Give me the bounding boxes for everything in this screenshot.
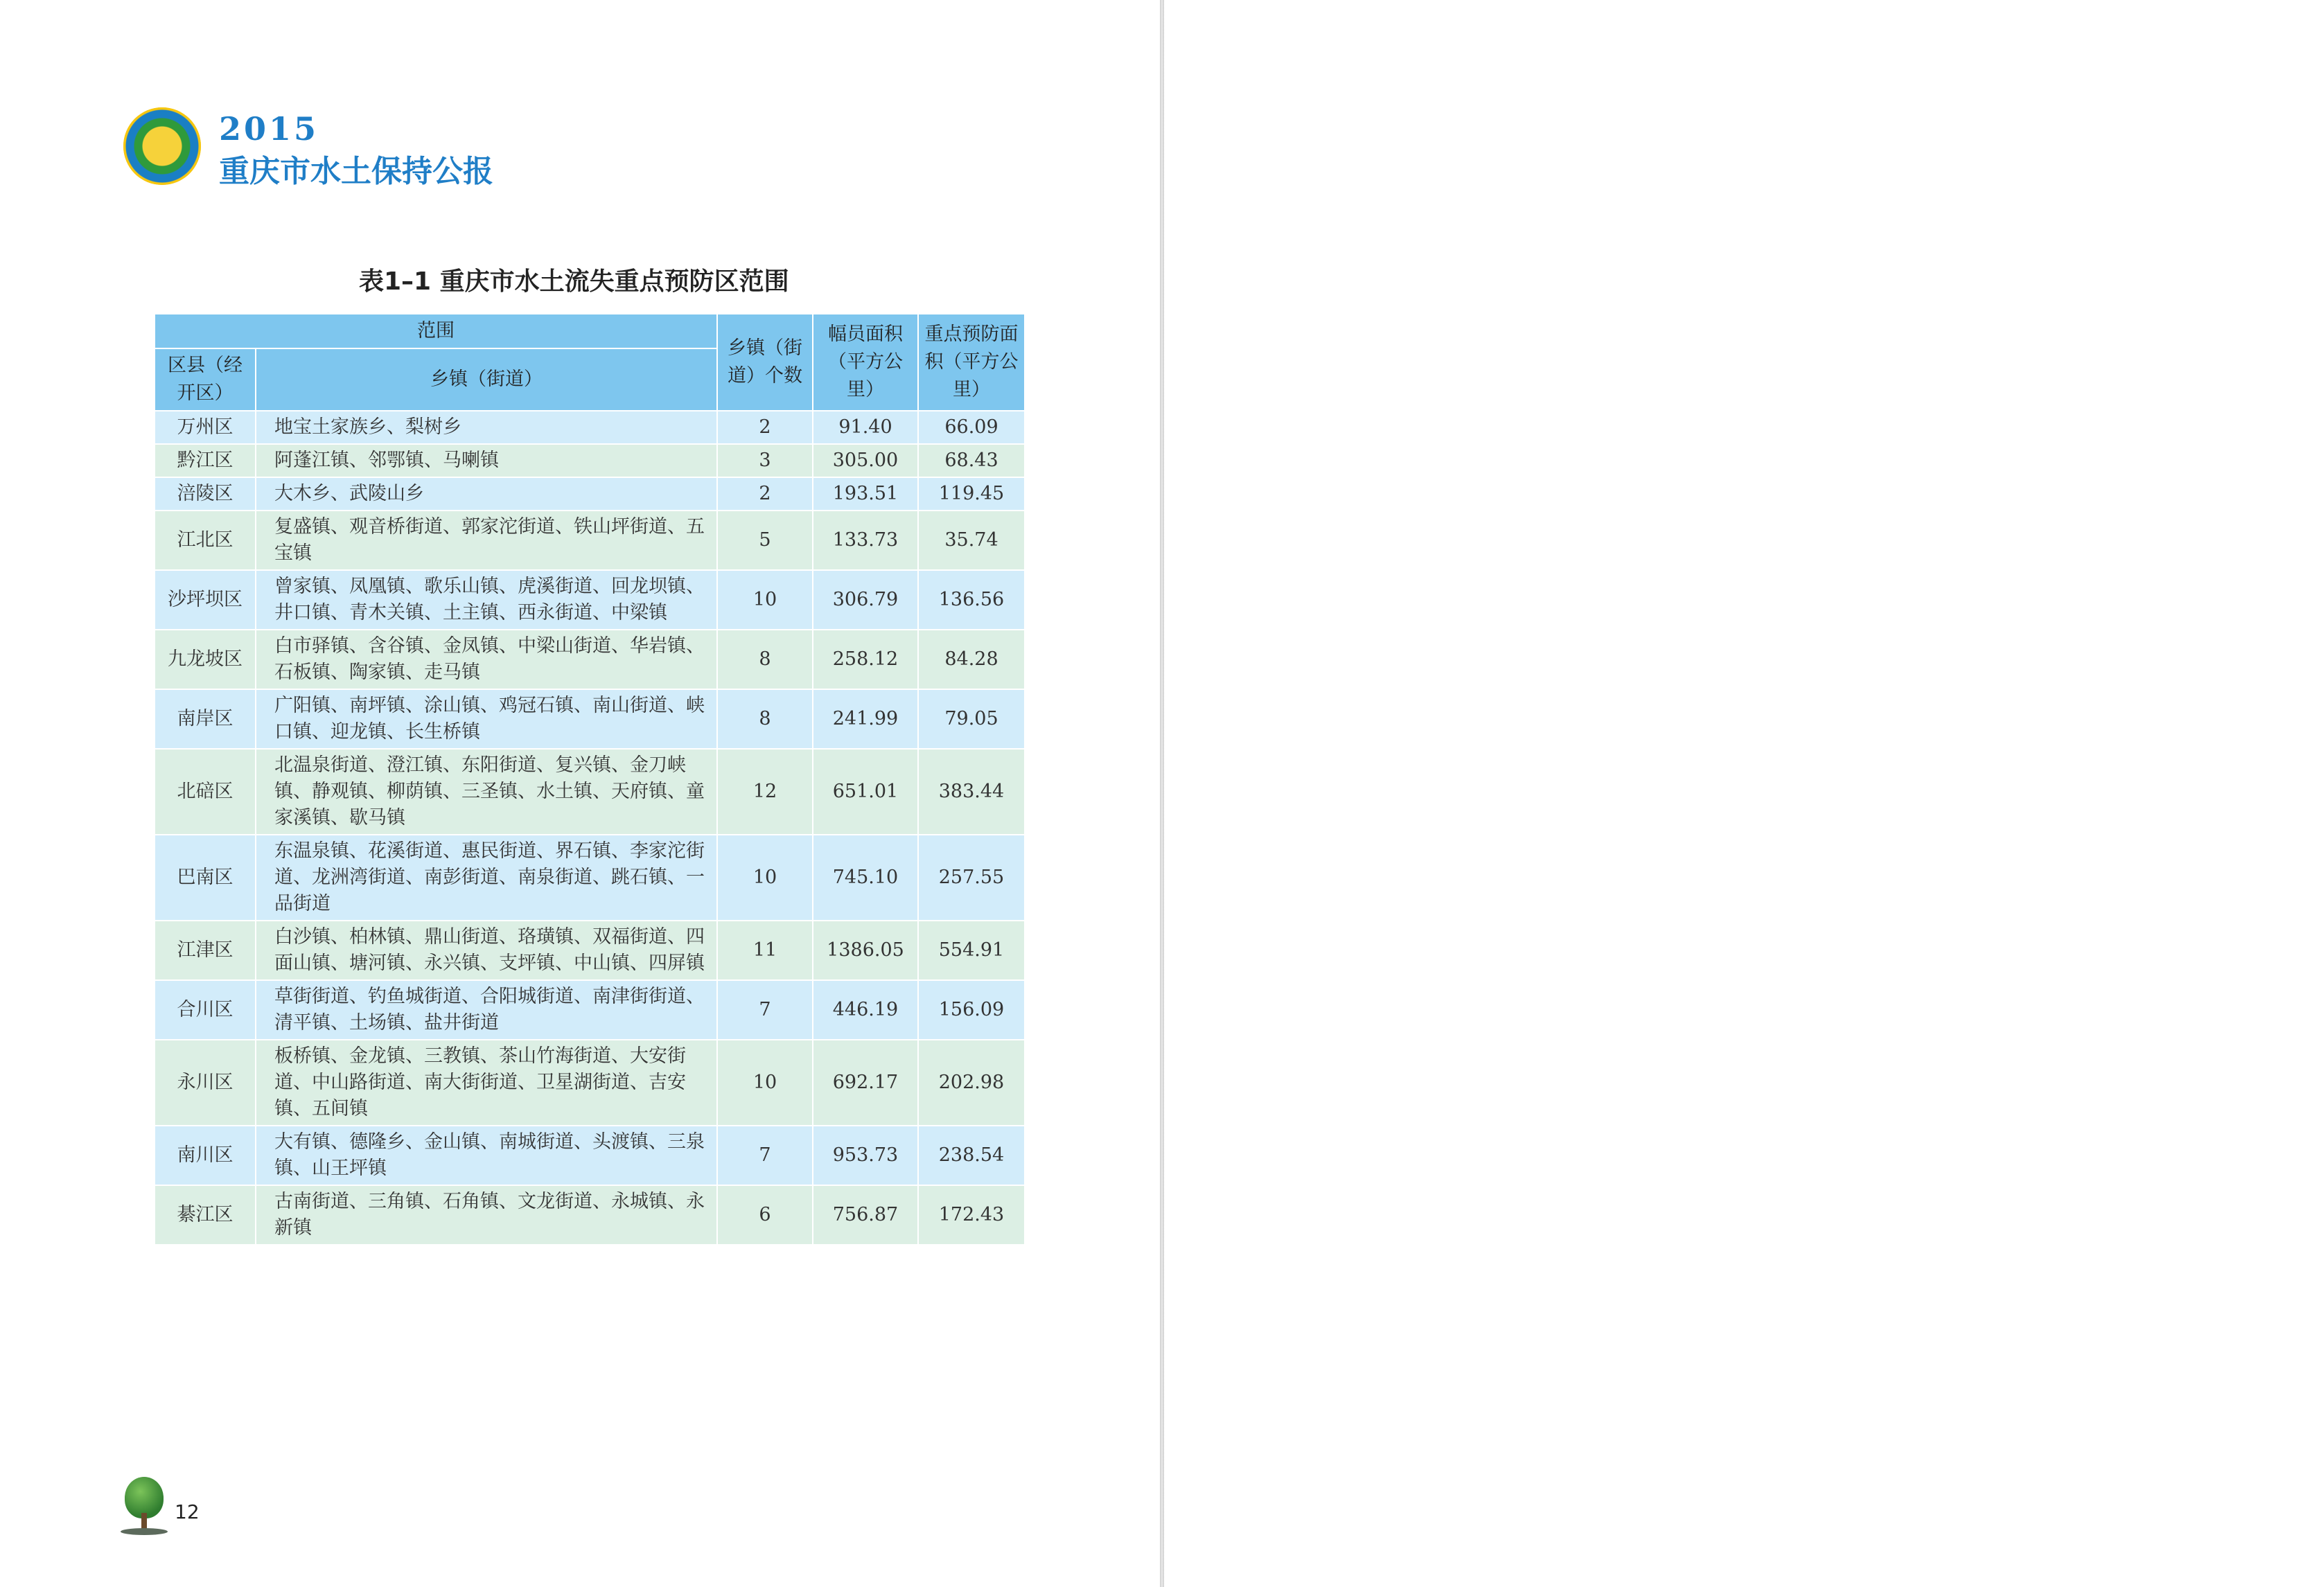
district-cell: 黔江区 — [155, 444, 256, 477]
area-cell: 133.73 — [813, 511, 918, 570]
header-towns: 乡镇（街道） — [256, 348, 717, 411]
district-cell: 綦江区 — [155, 1185, 256, 1245]
district-cell: 江津区 — [155, 921, 256, 980]
towns-cell: 大木乡、武陵山乡 — [256, 477, 717, 511]
count-cell: 3 — [717, 444, 813, 477]
count-cell: 5 — [717, 511, 813, 570]
prevention-cell: 68.43 — [918, 444, 1025, 477]
count-cell: 10 — [717, 570, 813, 630]
district-cell: 江北区 — [155, 511, 256, 570]
towns-cell: 白沙镇、柏林镇、鼎山街道、珞璜镇、双福街道、四面山镇、塘河镇、永兴镇、支坪镇、中山镇、四屏镇 — [256, 921, 717, 980]
district-cell: 合川区 — [155, 980, 256, 1040]
area-cell: 306.79 — [813, 570, 918, 630]
table-row — [155, 1040, 1025, 1126]
area-cell: 651.01 — [813, 749, 918, 835]
district-cell: 南岸区 — [155, 689, 256, 749]
area-cell: 745.10 — [813, 835, 918, 921]
table-row — [155, 511, 1025, 570]
table-row — [155, 444, 1025, 477]
prevention-cell: 66.09 — [918, 411, 1025, 444]
table-row — [155, 689, 1025, 749]
district-cell: 九龙坡区 — [155, 630, 256, 689]
count-cell: 11 — [717, 921, 813, 980]
table-row — [155, 1185, 1025, 1245]
district-cell: 永川区 — [155, 1040, 256, 1126]
towns-cell: 曾家镇、凤凰镇、歌乐山镇、虎溪街道、回龙坝镇、井口镇、青木关镇、土主镇、西永街道、中梁镇 — [256, 570, 717, 630]
prevention-cell: 554.91 — [918, 921, 1025, 980]
page-left — [0, 0, 1160, 1587]
towns-cell: 大有镇、德隆乡、金山镇、南城街道、头渡镇、三泉镇、山王坪镇 — [256, 1126, 717, 1185]
district-cell: 涪陵区 — [155, 477, 256, 511]
count-cell: 12 — [717, 749, 813, 835]
page-right — [1164, 0, 2324, 1587]
area-cell: 692.17 — [813, 1040, 918, 1126]
towns-cell: 阿蓬江镇、邻鄂镇、马喇镇 — [256, 444, 717, 477]
area-cell: 193.51 — [813, 477, 918, 511]
towns-cell: 地宝土家族乡、梨树乡 — [256, 411, 717, 444]
count-cell: 8 — [717, 630, 813, 689]
header-area: 幅员面积（平方公里） — [813, 314, 918, 411]
report-title: 重庆市水土保持公报 — [219, 154, 493, 189]
table-row — [155, 980, 1025, 1040]
count-cell: 8 — [717, 689, 813, 749]
table-row — [155, 570, 1025, 630]
prevention-cell: 136.56 — [918, 570, 1025, 630]
towns-cell: 复盛镇、观音桥街道、郭家沱街道、铁山坪街道、五宝镇 — [256, 511, 717, 570]
towns-cell: 草街街道、钓鱼城街道、合阳城街道、南津街街道、清平镇、土场镇、盐井街道 — [256, 980, 717, 1040]
page-number-left: 12 — [175, 1500, 200, 1523]
towns-cell: 板桥镇、金龙镇、三教镇、茶山竹海街道、大安街道、中山路街道、南大街街道、卫星湖街道、吉安镇、五间镇 — [256, 1040, 717, 1126]
tree-icon — [125, 1477, 164, 1532]
count-cell: 7 — [717, 1126, 813, 1185]
water-conservation-logo-icon — [123, 107, 201, 185]
district-cell: 北碚区 — [155, 749, 256, 835]
towns-cell: 北温泉街道、澄江镇、东阳街道、复兴镇、金刀峡镇、静观镇、柳荫镇、三圣镇、水土镇、天府镇、童家溪镇、歇马镇 — [256, 749, 717, 835]
prevention-cell: 119.45 — [918, 477, 1025, 511]
towns-cell: 广阳镇、南坪镇、涂山镇、鸡冠石镇、南山街道、峡口镇、迎龙镇、长生桥镇 — [256, 689, 717, 749]
table-row — [155, 1126, 1025, 1185]
district-cell: 沙坪坝区 — [155, 570, 256, 630]
count-cell: 10 — [717, 1040, 813, 1126]
table-caption-left: 表1–1 重庆市水土流失重点预防区范围 — [359, 267, 789, 296]
prevention-cell: 35.74 — [918, 511, 1025, 570]
area-cell: 258.12 — [813, 630, 918, 689]
count-cell: 6 — [717, 1185, 813, 1245]
area-cell: 241.99 — [813, 689, 918, 749]
table-row — [155, 411, 1025, 444]
report-year: 2015 — [219, 110, 319, 148]
table-row — [155, 921, 1025, 980]
prevention-table-left — [154, 313, 1025, 1245]
area-cell: 446.19 — [813, 980, 918, 1040]
towns-cell: 白市驿镇、含谷镇、金凤镇、中梁山街道、华岩镇、石板镇、陶家镇、走马镇 — [256, 630, 717, 689]
prevention-cell: 383.44 — [918, 749, 1025, 835]
header-count: 乡镇（街道）个数 — [717, 314, 813, 411]
district-cell: 南川区 — [155, 1126, 256, 1185]
prevention-cell: 156.09 — [918, 980, 1025, 1040]
prevention-cell: 172.43 — [918, 1185, 1025, 1245]
header-district: 区县（经开区） — [155, 348, 256, 411]
area-cell: 305.00 — [813, 444, 918, 477]
area-cell: 1386.05 — [813, 921, 918, 980]
district-cell: 巴南区 — [155, 835, 256, 921]
towns-cell: 古南街道、三角镇、石角镇、文龙街道、永城镇、永新镇 — [256, 1185, 717, 1245]
header-scope: 范围 — [155, 314, 717, 348]
table-row — [155, 477, 1025, 511]
prevention-cell: 238.54 — [918, 1126, 1025, 1185]
count-cell: 10 — [717, 835, 813, 921]
table-row — [155, 749, 1025, 835]
table-row — [155, 835, 1025, 921]
table-body-left — [155, 411, 1025, 1245]
prevention-cell: 79.05 — [918, 689, 1025, 749]
table-row — [155, 630, 1025, 689]
report-header — [123, 107, 539, 190]
count-cell: 2 — [717, 477, 813, 511]
header-prevention: 重点预防面积（平方公里） — [918, 314, 1025, 411]
count-cell: 2 — [717, 411, 813, 444]
area-cell: 756.87 — [813, 1185, 918, 1245]
area-cell: 953.73 — [813, 1126, 918, 1185]
district-cell: 万州区 — [155, 411, 256, 444]
prevention-cell: 257.55 — [918, 835, 1025, 921]
count-cell: 7 — [717, 980, 813, 1040]
prevention-cell: 84.28 — [918, 630, 1025, 689]
area-cell: 91.40 — [813, 411, 918, 444]
towns-cell: 东温泉镇、花溪街道、惠民街道、界石镇、李家沱街道、龙洲湾街道、南彭街道、南泉街道、跳石镇、一品街道 — [256, 835, 717, 921]
prevention-cell: 202.98 — [918, 1040, 1025, 1126]
